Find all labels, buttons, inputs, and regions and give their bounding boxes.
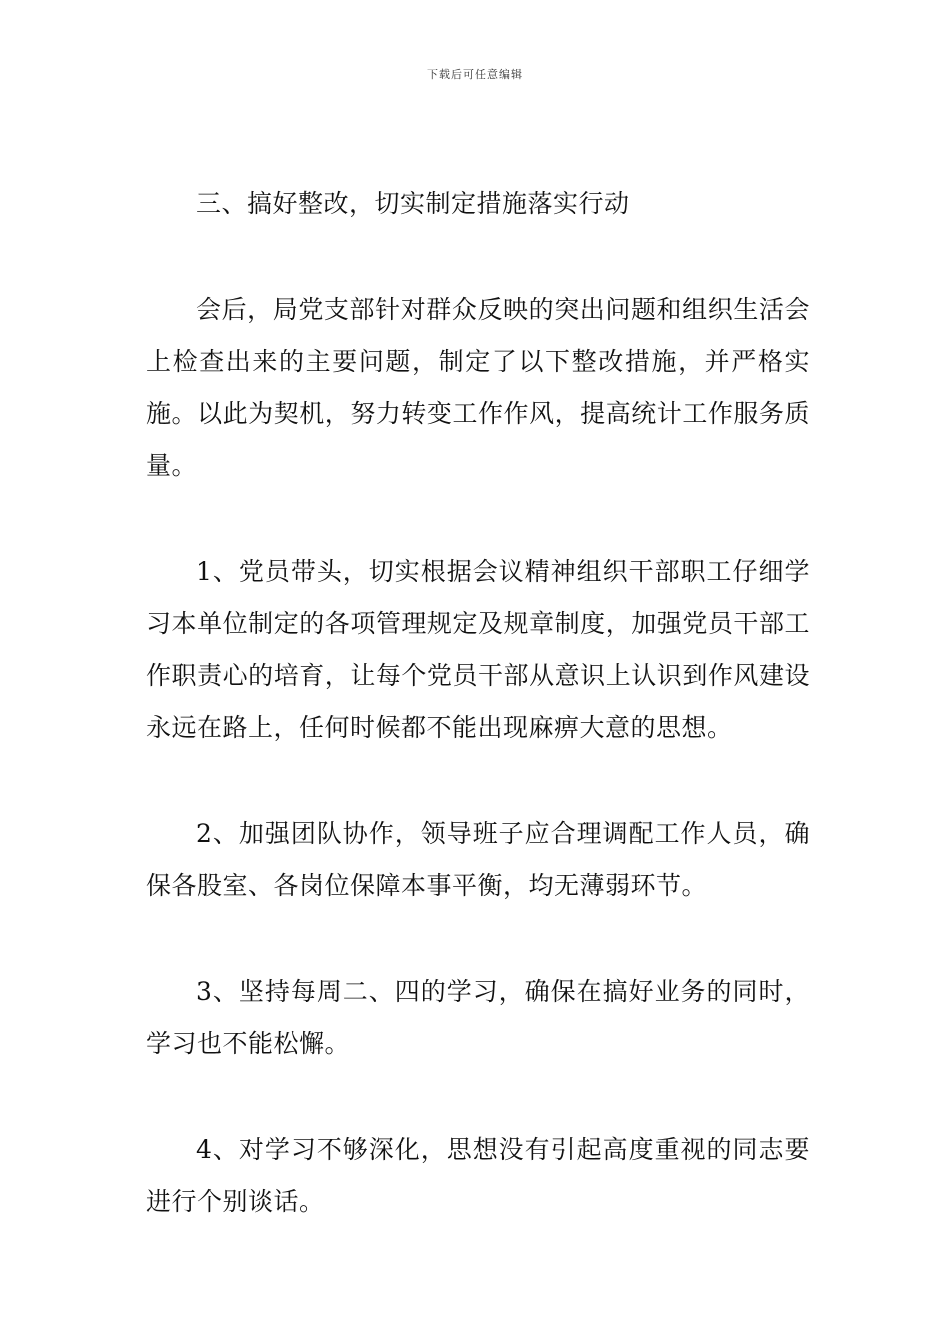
document-body <box>146 178 810 1228</box>
paragraph-intro: 会后，局党支部针对群众反映的突出问题和组织生活会上检查出来的主要问题，制定了以下整改措施，并严格实施。以此为契机，努力转变工作作风，提高统计工作服务质量。 <box>146 295 810 480</box>
paragraph-item-3: 3、坚持每周二、四的学习，确保在搞好业务的同时，学习也不能松懈。 <box>146 977 810 1058</box>
paragraph-item-2: 2、加强团队协作，领导班子应合理调配工作人员，确保各股室、各岗位保障本事平衡，均无薄弱环节。 <box>146 819 810 900</box>
paragraph-item-4: 4、对学习不够深化，思想没有引起高度重视的同志要进行个别谈话。 <box>146 1135 810 1216</box>
section-heading: 三、搞好整改，切实制定措施落实行动 <box>196 189 630 218</box>
header-note: 下载后可任意编辑 <box>427 68 523 81</box>
paragraph-item-1: 1、党员带头，切实根据会议精神组织干部职工仔细学习本单位制定的各项管理规定及规章制度，加强党员干部工作职责心的培育，让每个党员干部从意识上认识到作风建设永远在路上，任何时候都不能出现麻痹大意的思想。 <box>146 557 810 742</box>
